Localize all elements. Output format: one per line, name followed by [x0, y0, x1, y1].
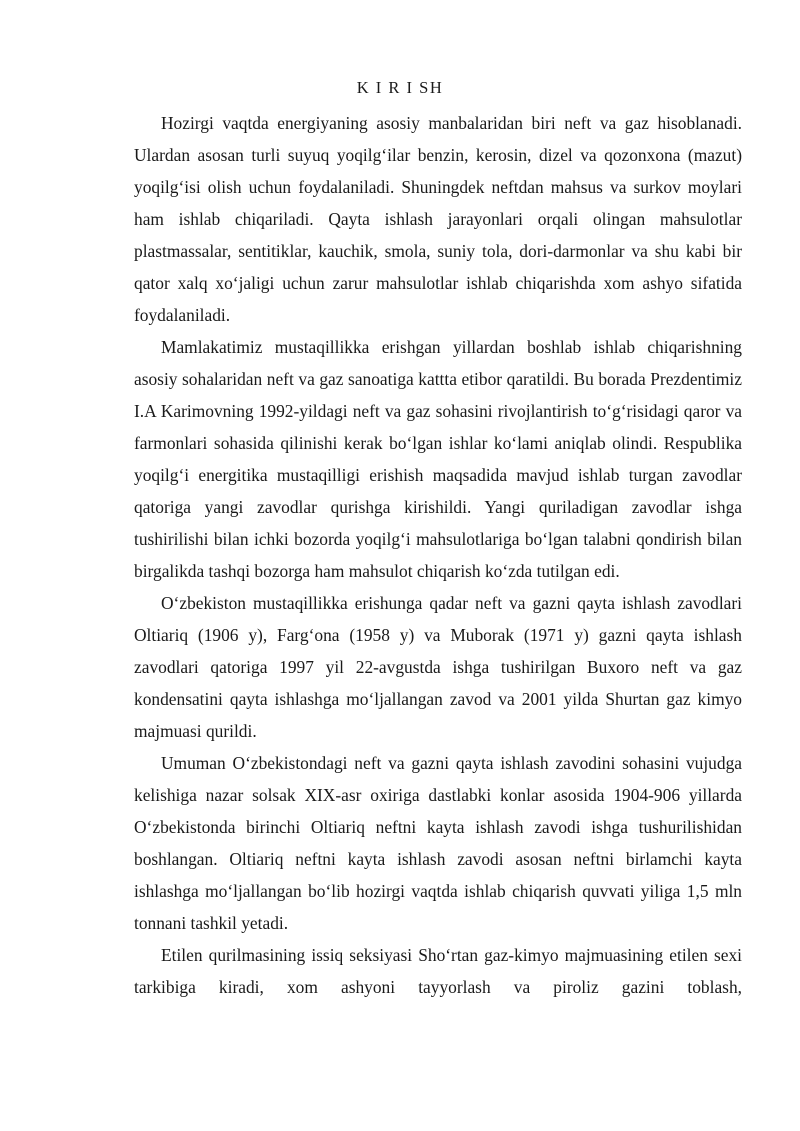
document-title: K I R I SH: [356, 78, 444, 97]
paragraph-4: Umuman O‘zbekistondagi neft va gazni qayta ishlash zavodini sohasini vujudga kelishiga nazar solsak XIX-asr oxiriga dastlabki konlar asosida 1904-906 yillarda O‘zbekistonda birinchi Oltiariq neftni kayta ishlash zavodi ishga tushurilishidan boshlangan. Oltiariq neftni kayta ishlash zavodi asosan neftni birlamchi kayta ishlashga mo‘ljallangan bo‘lib hozirgi vaqtda ishlab chiqarish quvvati yiliga 1,5 mln tonnani tashkil yetadi.: [134, 753, 742, 933]
paragraph-2: Mamlakatimiz mustaqillikka erishgan yillardan boshlab ishlab chiqarishning asosiy sohalaridan neft va gaz sanoatiga kattta etibor qaratildi. Bu borada Prezdentimiz I.A Karimovning 1992-yildagi neft va gaz sohasini rivojlantirish to‘g‘risidagi qaror va farmonlari sohasida qilinishi kerak bo‘lgan ishlar ko‘lami aniqlab olindi. Respublika yoqilg‘i energitika mustaqilligi erishish maqsadida mavjud ishlab turgan zavodlar qatoriga yangi zavodlar qurishga kirishildi. Yangi quriladigan zavodlar ishga tushirilishi bilan ichki bozorda yoqilg‘i mahsulotlariga bo‘lgan talabni qondirish bilan birgalikda tashqi bozorga ham mahsulot chiqarish ko‘zda tutilgan edi.: [134, 337, 742, 581]
paragraph-1: Hozirgi vaqtda energiyaning asosiy manbalaridan biri neft va gaz hisoblanadi. Ulardan asosan turli suyuq yoqilg‘ilar benzin, kerosin, dizel va qozonxona (mazut) yoqilg‘isi olish uchun foydalaniladi. Shuningdek neftdan mahsus va surkov moylari ham ishlab chiqariladi. Qayta ishlash jarayonlari orqali olingan mahsulotlar plastmassalar, sentitiklar, kauchik, smola, suniy tola, dori-darmonlar va shu kabi bir qator xalq xo‘jaligi uchun zarur mahsulotlar ishlab chiqarishda xom ashyo sifatida foydalaniladi.: [134, 113, 742, 325]
paragraph-3: O‘zbekiston mustaqillikka erishunga qadar neft va gazni qayta ishlash zavodlari Oltiariq (1906 y), Farg‘ona (1958 y) va Muborak (1971 y) gazni qayta ishlash zavodlari qatoriga 1997 yil 22-avgustda ishga tushirilgan Buxoro neft va gaz kondensatini qayta ishlashga mo‘ljallangan zavod va 2001 yilda Shurtan gaz kimyo majmuasi qurildi.: [134, 593, 742, 741]
paragraph-5: Etilen qurilmasining issiq seksiyasi Sho‘rtan gaz-kimyo majmuasining etilen sexi tarkibiga kiradi, xom ashyoni tayyorlash va piroliz gazini toblash,: [134, 945, 742, 997]
document-body: [134, 107, 742, 1003]
